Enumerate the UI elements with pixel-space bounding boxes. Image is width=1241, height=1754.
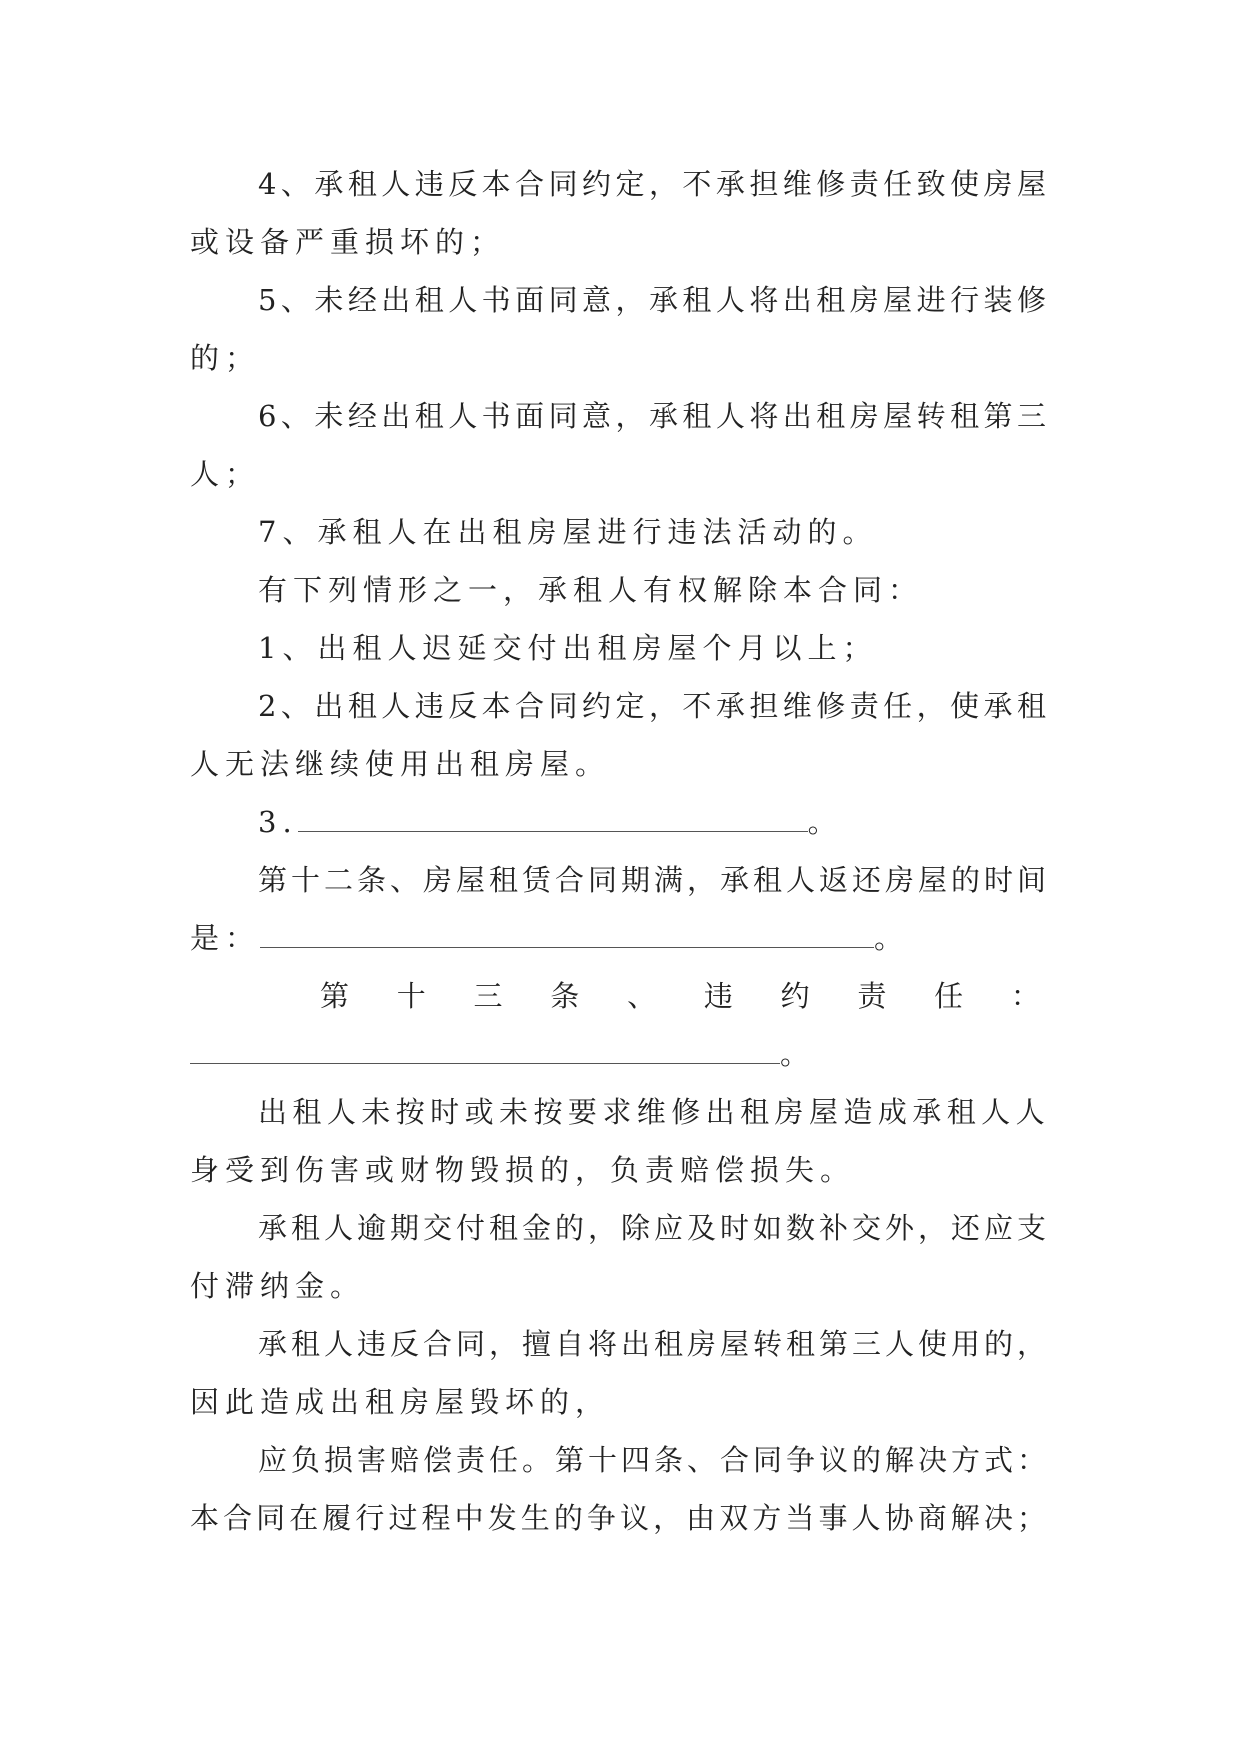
paragraph-line: 因此造成出租房屋毁坏的，	[190, 1385, 611, 1419]
heading-char: 违	[703, 979, 733, 1013]
heading-char: 任	[934, 979, 964, 1013]
paragraph-line: 出租人未按时或未按要求维修出租房屋造成承租人人	[258, 1095, 1051, 1129]
article-13-heading	[320, 976, 1040, 1016]
paragraph-line: 7、承租人在出租房屋进行违法活动的。	[258, 515, 878, 549]
heading-char: ：	[1010, 979, 1040, 1013]
blank-line-item	[190, 1034, 815, 1074]
line-end-mark: 。	[780, 1037, 816, 1071]
line-end-mark: 。	[807, 805, 843, 839]
paragraph-line: 人；	[190, 457, 261, 491]
paragraph-line: 或设备严重损坏的；	[190, 225, 506, 259]
paragraph-line: 6、未经出租人书面同意，承租人将出租房屋转租第三	[258, 399, 1051, 433]
paragraph-line: 5、未经出租人书面同意，承租人将出租房屋进行装修	[258, 283, 1051, 317]
paragraph-line: 承租人逾期交付租金的，除应及时如数补交外，还应支	[258, 1211, 1051, 1245]
line-prefix: 是：	[190, 921, 261, 955]
fill-in-blank	[190, 1039, 780, 1064]
blank-line-item	[190, 918, 909, 958]
item-number: 3.	[258, 805, 298, 839]
heading-char: 、	[627, 979, 657, 1013]
heading-char: 第	[320, 979, 350, 1013]
heading-char: 条	[550, 979, 580, 1013]
fill-in-blank	[298, 807, 808, 832]
paragraph-line: 人无法继续使用出租房屋。	[190, 747, 611, 781]
paragraph-line: 承租人违反合同，擅自将出租房屋转租第三人使用的，	[258, 1327, 1051, 1361]
paragraph-line: 2、出租人违反本合同约定，不承担维修责任，使承租	[258, 689, 1051, 723]
fill-in-blank	[260, 923, 874, 948]
paragraph-line: 1、出租人迟延交付出租房屋个月以上；	[258, 631, 878, 665]
heading-char: 三	[473, 979, 503, 1013]
paragraph-line: 的；	[190, 341, 261, 375]
blank-line-item	[258, 802, 843, 842]
line-end-mark: 。	[874, 921, 910, 955]
heading-char: 责	[857, 979, 887, 1013]
paragraph-line: 第十二条、房屋租赁合同期满，承租人返还房屋的时间	[258, 863, 1051, 897]
paragraph-line: 付滞纳金。	[190, 1269, 366, 1303]
heading-char: 约	[780, 979, 810, 1013]
paragraph-line: 有下列情形之一，承租人有权解除本合同：	[258, 573, 924, 607]
paragraph-line: 身受到伤害或财物毁损的，负责赔偿损失。	[190, 1153, 856, 1187]
heading-char: 十	[396, 979, 426, 1013]
paragraph-line: 本合同在履行过程中发生的争议，由双方当事人协商解决；	[190, 1501, 1051, 1535]
paragraph-line: 应负损害赔偿责任。第十四条、合同争议的解决方式：	[258, 1443, 1051, 1477]
paragraph-line: 4、承租人违反本合同约定，不承担维修责任致使房屋	[258, 167, 1051, 201]
